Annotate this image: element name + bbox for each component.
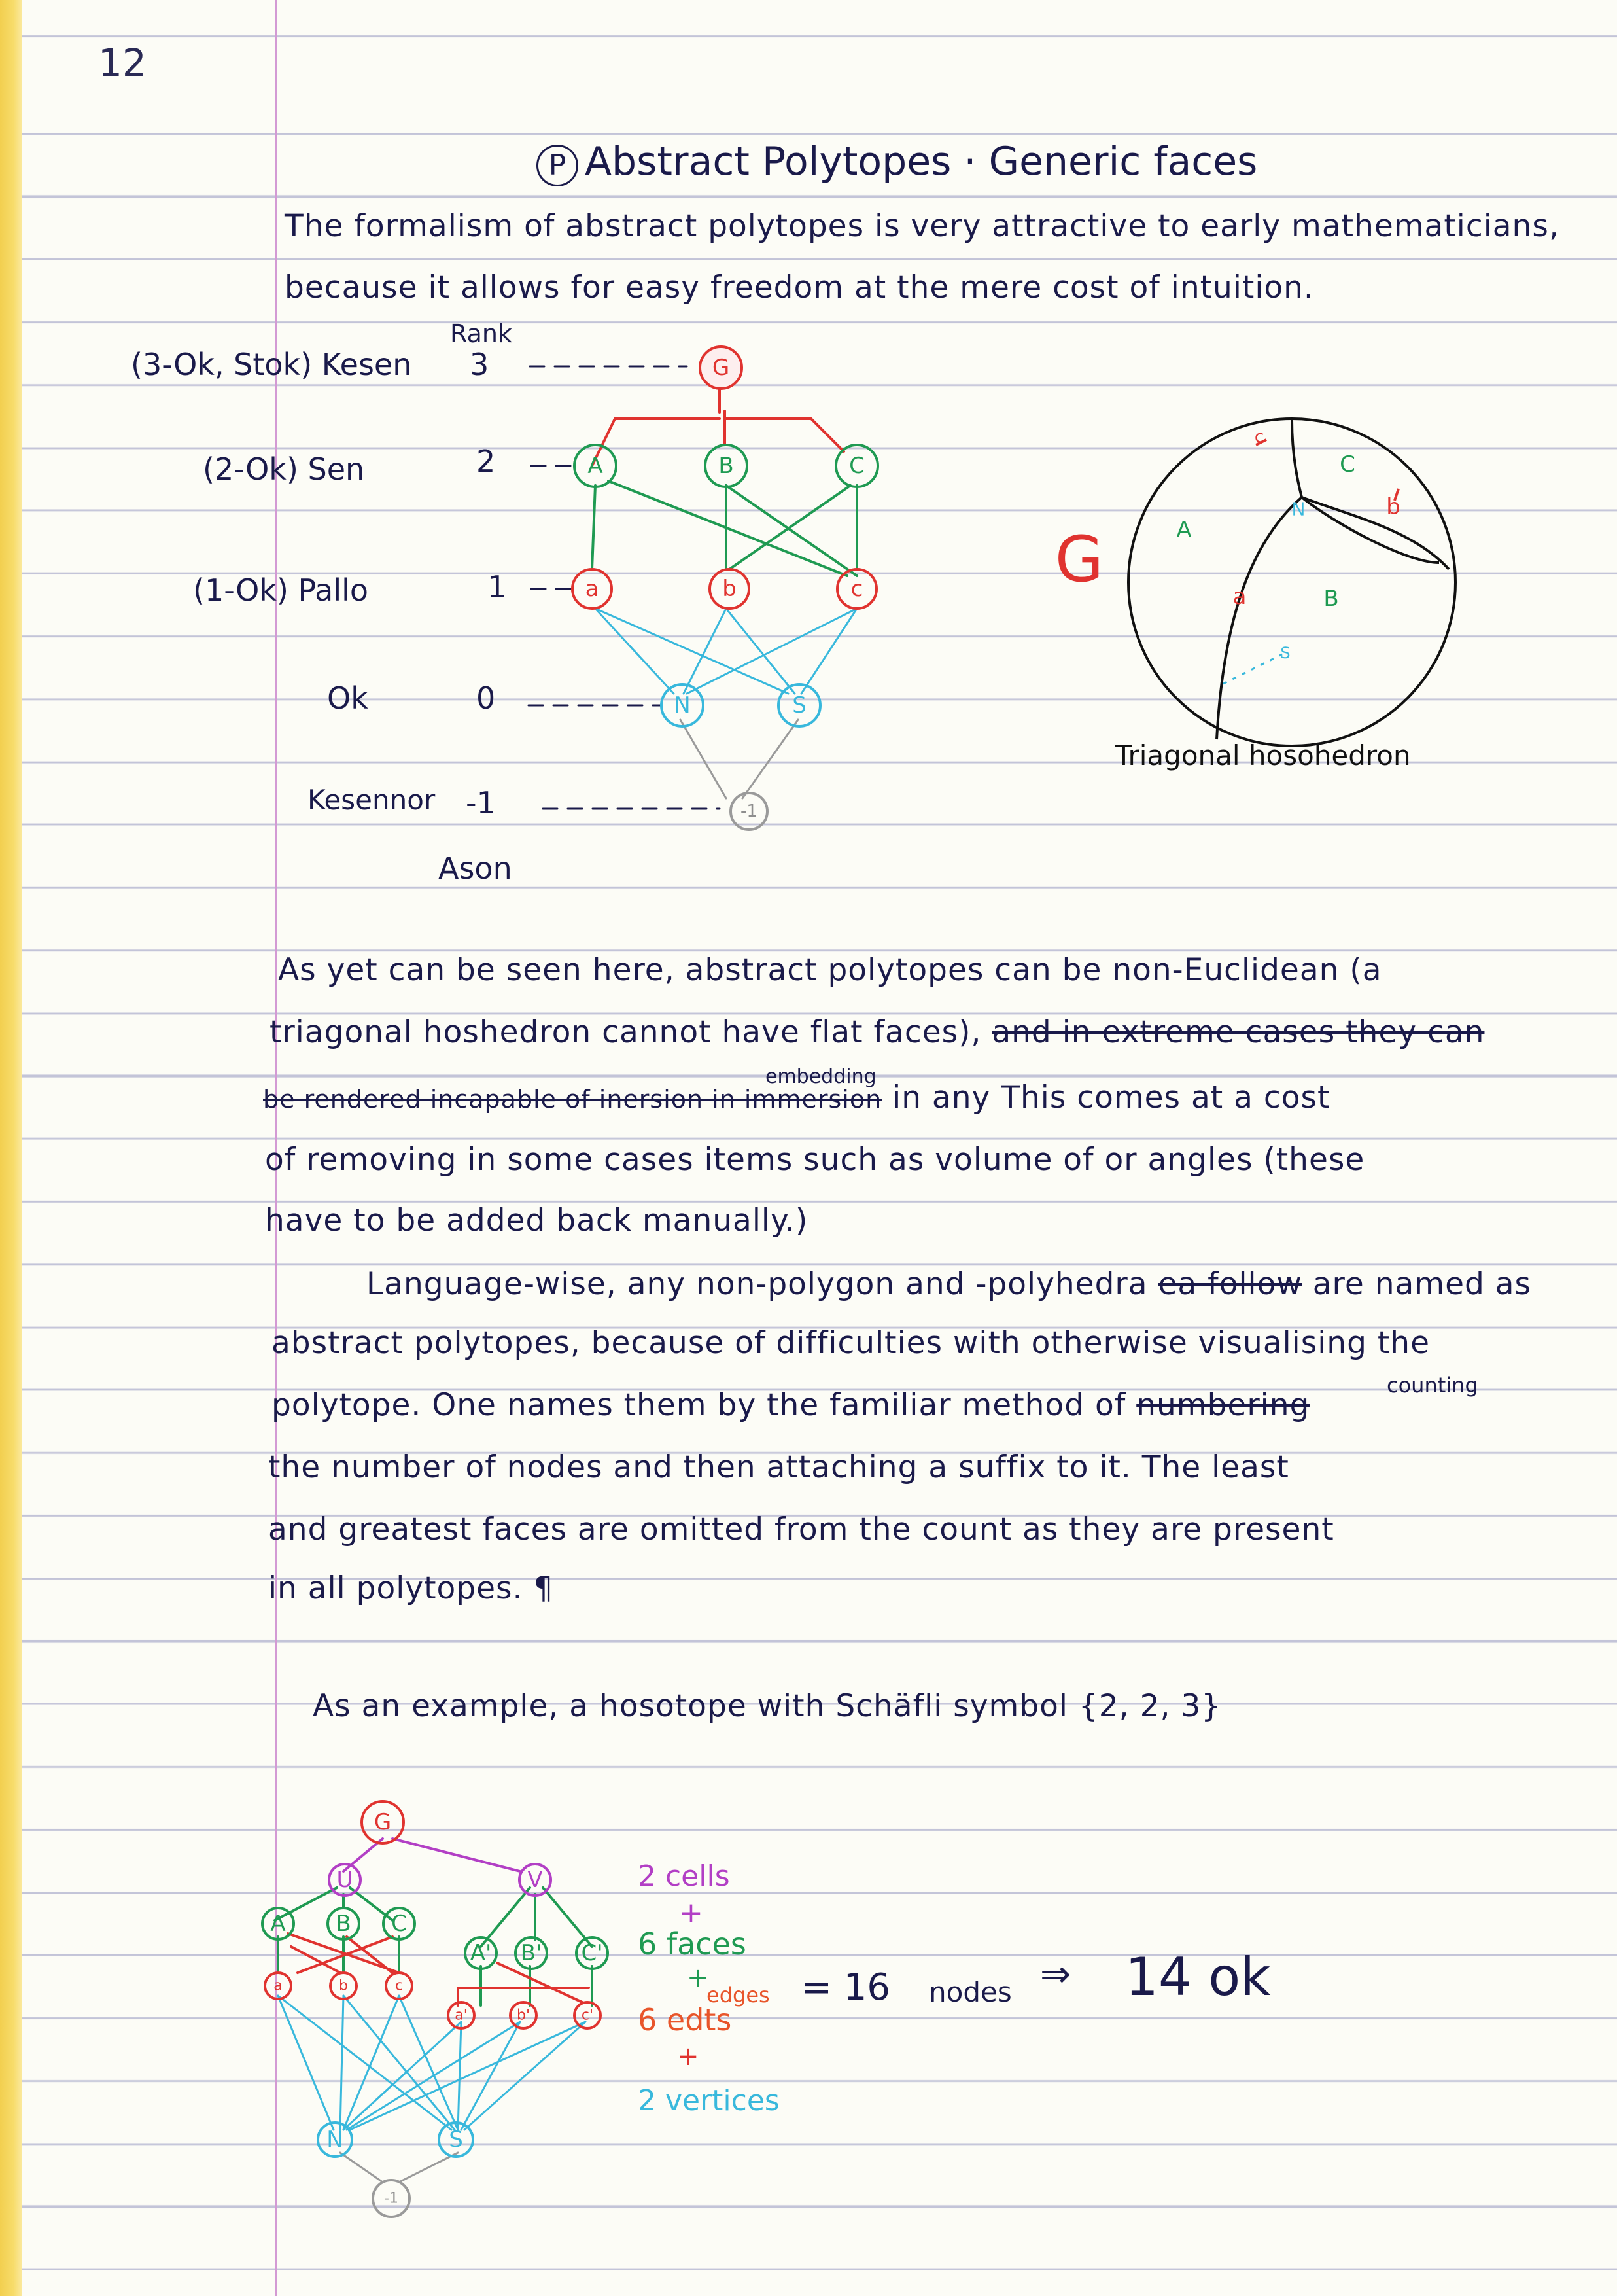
body-p1-line3-text: in any This comes at a cost	[892, 1080, 1330, 1116]
d2-node-B-prime: B'	[520, 1940, 542, 1966]
rank-header: Rank	[450, 319, 512, 348]
d1-node-a: a	[585, 576, 599, 602]
body-p1-line2	[270, 1014, 1484, 1050]
d2-node-C-prime: C'	[581, 1940, 603, 1966]
ason-label: Ason	[438, 851, 512, 886]
body-p2-line5: and greatest faces are omitted from the count as they are present	[268, 1511, 1334, 1547]
count-edges-above: edges	[706, 1983, 770, 2007]
d2-node-G: G	[374, 1809, 392, 1835]
body-p2-line2: abstract polytopes, because of difficulties with otherwise visualising the	[271, 1325, 1430, 1361]
title-marker: P	[536, 145, 578, 186]
count-plus-3: +	[677, 2041, 699, 2072]
d2-node-N: N	[326, 2127, 343, 2153]
count-edges: 6 edts	[638, 2002, 732, 2038]
d2-node-A: A	[270, 1911, 286, 1937]
body-p2-line3-struck: numbering	[1136, 1387, 1310, 1423]
count-result: 14 ok	[1125, 1947, 1271, 2007]
hoso-label-C: C	[1340, 451, 1355, 478]
body-p2-line3-text: polytope. One names them by the familiar method of	[271, 1387, 1126, 1423]
count-cells: 2 cells	[638, 1860, 730, 1893]
d1-node-N: N	[674, 692, 691, 718]
rank-name-3: (3-Ok, Stok) Kesen	[131, 347, 412, 382]
d1-node-G: G	[712, 355, 730, 381]
d2-node-c: c	[394, 1977, 404, 1994]
body-p1-line4: of removing in some cases items such as volume of or angles (these	[265, 1142, 1365, 1178]
d2-node-S: S	[449, 2127, 463, 2153]
d1-node-c: c	[850, 576, 863, 602]
d2-node-B: B	[336, 1911, 351, 1937]
hoso-label-S: S	[1280, 644, 1291, 662]
body-p2-line4: the number of nodes and then attaching a suffix to it. The least	[268, 1449, 1289, 1485]
rank-value-1: 1	[487, 569, 507, 605]
d1-node-B: B	[718, 453, 734, 479]
body-p1-line2-struck: and in extreme cases they can	[992, 1014, 1485, 1050]
rank-name-0: Ok	[327, 680, 368, 716]
body-p2-line6: in all polytopes. ¶	[268, 1570, 554, 1606]
count-plus-1: +	[679, 1896, 703, 1930]
d2-node-b-prime: b'	[516, 2007, 530, 2024]
hoso-label-c: c	[1254, 427, 1264, 447]
hoso-label-N: N	[1291, 498, 1306, 520]
d1-node-A: A	[587, 453, 603, 479]
body-p1-line2-text: triagonal hoshedron cannot have flat faces),	[270, 1014, 982, 1050]
body-p2-line3	[271, 1387, 1310, 1423]
d1-node-C: C	[849, 453, 865, 479]
rank-name-2: (2-Ok) Sen	[203, 451, 365, 487]
hoso-label-B: B	[1323, 586, 1339, 612]
d1-node-minus1: -1	[740, 802, 757, 821]
page-number: 12	[98, 41, 147, 85]
rank-value-2: 2	[476, 444, 496, 479]
body-p1-line3-above: embedding	[765, 1065, 877, 1088]
count-nodes: nodes	[929, 1976, 1012, 2008]
d2-node-a: a	[273, 1977, 283, 1994]
hoso-label-A: A	[1176, 517, 1192, 543]
body-p3: As an example, a hosotope with Schäfli symbol {2, 2, 3}	[313, 1688, 1222, 1724]
arrow-icon: ⇒	[1040, 1953, 1071, 1996]
body-p2-line1-text: Language-wise, any non-polygon and -polyhedra	[366, 1266, 1148, 1302]
hoso-big-G: G	[1054, 523, 1104, 596]
rank-value-0: 0	[476, 680, 496, 716]
body-p1-line5: have to be added back manually.)	[265, 1203, 808, 1239]
rank-name-1: (1-Ok) Pallo	[193, 573, 369, 608]
count-total: = 16	[801, 1966, 890, 2009]
count-vertices: 2 vertices	[638, 2084, 780, 2117]
d2-node-V: V	[527, 1867, 543, 1893]
hoso-label-a: a	[1232, 584, 1247, 610]
d2-node-a-prime: a'	[455, 2007, 468, 2024]
d2-node-c-prime: c'	[581, 2007, 594, 2024]
title-text: Abstract Polytopes · Generic faces	[585, 139, 1258, 185]
d1-node-b: b	[722, 576, 737, 602]
hoso-label-b: b	[1386, 494, 1400, 520]
count-faces: 6 faces	[638, 1926, 746, 1962]
hosohedron-caption: Triagonal hosohedron	[1115, 739, 1411, 771]
body-p2-line1	[366, 1266, 1531, 1302]
d2-node-A-prime: A'	[470, 1940, 492, 1966]
body-p2-line1-struck: ea follow	[1158, 1266, 1302, 1302]
d2-node-U: U	[336, 1867, 353, 1893]
intro-line-1: The formalism of abstract polytopes is very attractive to early mathematicians,	[285, 208, 1559, 244]
body-p1-line3	[263, 1080, 1330, 1116]
rank-value-3: 3	[470, 347, 489, 382]
d2-node-minus1: -1	[384, 2190, 398, 2207]
body-p1-line3-struck: be rendered incapable of inersion in immersion	[263, 1085, 882, 1114]
body-p1-line1: As yet can be seen here, abstract polytopes can be non-Euclidean (a	[278, 952, 1382, 988]
d1-node-S: S	[792, 692, 807, 718]
body-p2-line1-end: are named as	[1312, 1266, 1532, 1302]
count-plus-2: +	[687, 1963, 709, 1993]
rank-name-minus1: Kesennor	[307, 784, 436, 816]
body-p2-line3-above: counting	[1387, 1373, 1478, 1398]
d2-node-C: C	[391, 1911, 407, 1937]
d2-node-b: b	[339, 1977, 348, 1994]
rank-value-minus1: -1	[466, 785, 496, 821]
intro-line-2: because it allows for easy freedom at the mere cost of intuition.	[285, 270, 1314, 306]
